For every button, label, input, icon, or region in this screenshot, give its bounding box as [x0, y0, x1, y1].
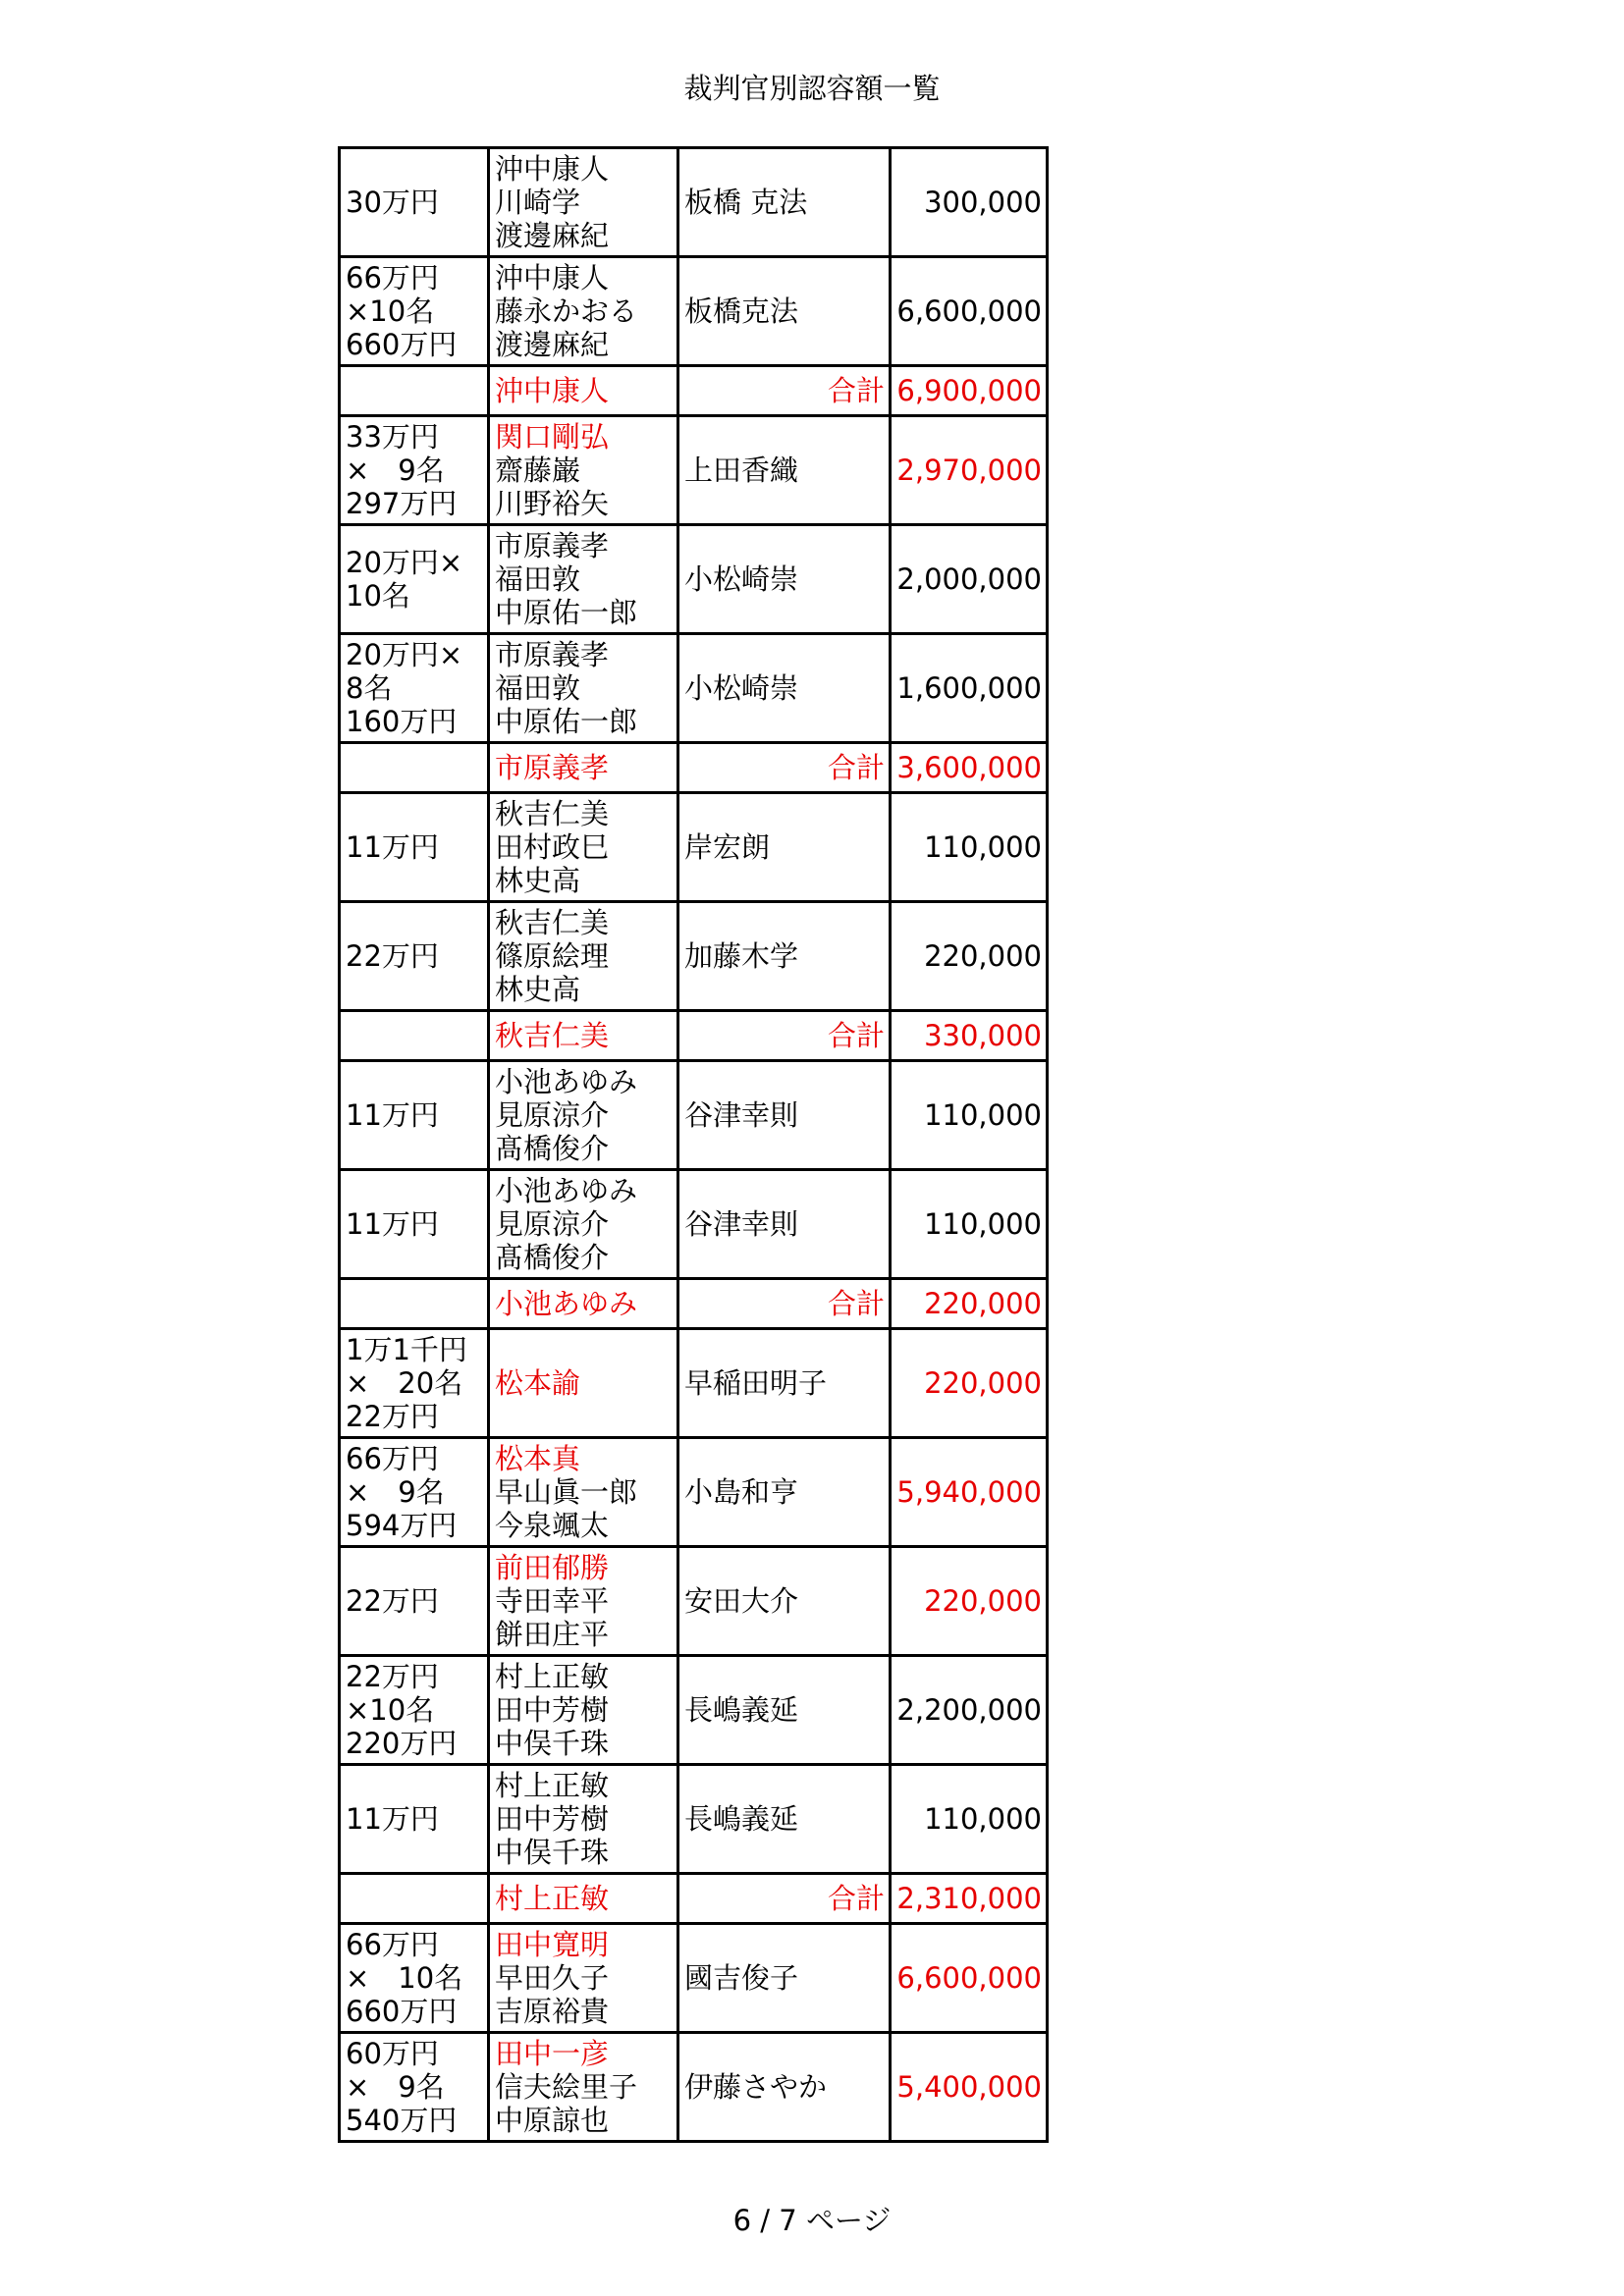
amount-cell: [340, 1329, 489, 1438]
amount-line: × 10名: [346, 1961, 463, 1995]
amount-line: 11万円: [346, 1098, 439, 1132]
judges-cell: [489, 148, 678, 257]
subtotal-judge: 小池あゆみ: [489, 1279, 678, 1329]
judge-name: 秋吉仁美: [495, 906, 610, 939]
table-row: [340, 416, 1048, 525]
amount-cell: [340, 1438, 489, 1547]
empty-cell: [340, 366, 489, 416]
judge-name: 齋藤巌: [495, 454, 581, 487]
amount-line: 11万円: [346, 1802, 439, 1836]
judge-name: 小池あゆみ: [495, 1065, 638, 1098]
subtotal-label: 合計: [678, 1279, 891, 1329]
amount-line: 33万円: [346, 420, 439, 454]
amount-line: 220万円: [346, 1727, 458, 1760]
award-value: 2,000,000: [891, 525, 1048, 634]
judge-name: 早山眞一郎: [495, 1475, 638, 1509]
subtotal-row: [340, 1279, 1048, 1329]
amount-line: × 9名: [346, 454, 445, 487]
judge-name: 中俣千珠: [495, 1836, 610, 1869]
judge-name: 信夫絵里子: [495, 2070, 638, 2104]
amount-line: 20万円×: [346, 546, 463, 579]
judges-cell: [489, 1438, 678, 1547]
judge-name: 中原佑一郎: [495, 596, 638, 629]
judge-name: 川崎学: [495, 186, 581, 219]
judge-name: 渡邊麻紀: [495, 328, 610, 361]
lawyer-cell: 岸宏朗: [678, 793, 891, 902]
lawyer-cell: 安田大介: [678, 1547, 891, 1656]
table-row: [340, 1547, 1048, 1656]
judge-name: 田中芳樹: [495, 1802, 610, 1836]
lawyer-cell: 板橋克法: [678, 257, 891, 366]
amount-cell: [340, 793, 489, 902]
table-row: [340, 257, 1048, 366]
subtotal-value: 2,310,000: [891, 1874, 1048, 1924]
amount-line: 66万円: [346, 261, 439, 294]
table-row: [340, 1170, 1048, 1279]
judges-cell: [489, 1170, 678, 1279]
amount-line: 60万円: [346, 2037, 439, 2070]
amount-cell: [340, 1061, 489, 1170]
judge-name: 村上正敏: [495, 1660, 610, 1693]
subtotal-value: 330,000: [891, 1011, 1048, 1061]
amount-line: 10名: [346, 579, 410, 613]
table-row: [340, 1924, 1048, 2033]
lawyer-cell: 長嶋義延: [678, 1656, 891, 1765]
subtotal-judge: 村上正敏: [489, 1874, 678, 1924]
lawyer-cell: 小島和亨: [678, 1438, 891, 1547]
award-value: 6,600,000: [891, 257, 1048, 366]
amount-cell: [340, 902, 489, 1011]
judges-cell: [489, 1656, 678, 1765]
amount-cell: [340, 416, 489, 525]
judge-name: 松本真: [495, 1442, 581, 1475]
empty-cell: [340, 1011, 489, 1061]
judge-name: 小池あゆみ: [495, 1174, 638, 1207]
subtotal-value: 3,600,000: [891, 743, 1048, 793]
table-row: [340, 902, 1048, 1011]
judges-cell: [489, 902, 678, 1011]
judge-name: 見原涼介: [495, 1207, 610, 1241]
amount-line: 660万円: [346, 1995, 458, 2028]
lawyer-cell: 小松崎崇: [678, 525, 891, 634]
award-value: 110,000: [891, 1765, 1048, 1874]
award-value: 1,600,000: [891, 634, 1048, 743]
subtotal-label: 合計: [678, 743, 891, 793]
subtotal-judge: 市原義孝: [489, 743, 678, 793]
lawyer-cell: 國吉俊子: [678, 1924, 891, 2033]
award-value: 300,000: [891, 148, 1048, 257]
award-value: 5,940,000: [891, 1438, 1048, 1547]
table-row: [340, 1765, 1048, 1874]
award-value: 220,000: [891, 1329, 1048, 1438]
amount-line: 11万円: [346, 1207, 439, 1241]
judge-name: 林史高: [495, 973, 581, 1006]
subtotal-row: [340, 1874, 1048, 1924]
amount-line: 66万円: [346, 1442, 439, 1475]
judge-name: 前田郁勝: [495, 1551, 610, 1584]
judge-name: 福田敦: [495, 671, 581, 705]
lawyer-cell: 小松崎崇: [678, 634, 891, 743]
amount-cell: [340, 1170, 489, 1279]
judge-name: 髙橋俊介: [495, 1132, 610, 1165]
judge-name: 吉原裕貴: [495, 1995, 610, 2028]
amount-line: × 20名: [346, 1366, 463, 1400]
judge-name: 篠原絵理: [495, 939, 610, 973]
judges-cell: [489, 793, 678, 902]
empty-cell: [340, 1279, 489, 1329]
amount-line: 22万円: [346, 939, 439, 973]
judge-name: 髙橋俊介: [495, 1241, 610, 1274]
amount-cell: [340, 148, 489, 257]
empty-cell: [340, 743, 489, 793]
judges-cell: [489, 1061, 678, 1170]
amount-line: 594万円: [346, 1509, 458, 1542]
subtotal-value: 6,900,000: [891, 366, 1048, 416]
judge-name: 餅田庄平: [495, 1618, 610, 1651]
award-table: [338, 146, 1049, 2143]
lawyer-cell: 加藤木学: [678, 902, 891, 1011]
judge-name: 沖中康人: [495, 152, 610, 186]
subtotal-value: 220,000: [891, 1279, 1048, 1329]
subtotal-judge: 沖中康人: [489, 366, 678, 416]
subtotal-row: [340, 366, 1048, 416]
table-row: [340, 1061, 1048, 1170]
judge-name: 村上正敏: [495, 1769, 610, 1802]
judge-name: 川野裕矢: [495, 487, 610, 520]
subtotal-label: 合計: [678, 1874, 891, 1924]
amount-line: 540万円: [346, 2104, 458, 2137]
table-row: [340, 634, 1048, 743]
subtotal-judge: 秋吉仁美: [489, 1011, 678, 1061]
page-title: 裁判官別認容額一覧: [683, 72, 941, 105]
award-value: 220,000: [891, 1547, 1048, 1656]
lawyer-cell: 谷津幸則: [678, 1170, 891, 1279]
amount-cell: [340, 257, 489, 366]
amount-line: 660万円: [346, 328, 458, 361]
award-value: 110,000: [891, 1061, 1048, 1170]
judges-cell: [489, 1329, 678, 1438]
judges-cell: [489, 1765, 678, 1874]
award-value: 110,000: [891, 1170, 1048, 1279]
table-row: [340, 793, 1048, 902]
subtotal-row: [340, 743, 1048, 793]
page-number: 6 / 7 ページ: [732, 2204, 892, 2237]
judge-name: 中原諒也: [495, 2104, 610, 2137]
table-row: [340, 1329, 1048, 1438]
judge-name: 中原佑一郎: [495, 705, 638, 738]
judge-name: 田村政巳: [495, 830, 610, 864]
judge-name: 市原義孝: [495, 529, 610, 562]
amount-cell: [340, 1765, 489, 1874]
award-table-body: [340, 148, 1048, 2142]
judges-cell: [489, 1547, 678, 1656]
amount-cell: [340, 1924, 489, 2033]
judge-name: 今泉颯太: [495, 1509, 610, 1542]
judge-name: 田中芳樹: [495, 1693, 610, 1727]
amount-line: 20万円×: [346, 638, 463, 671]
lawyer-cell: 伊藤さやか: [678, 2033, 891, 2142]
judge-name: 寺田幸平: [495, 1584, 610, 1618]
judges-cell: [489, 257, 678, 366]
judges-cell: [489, 416, 678, 525]
amount-line: ×10名: [346, 1693, 435, 1727]
judge-name: 市原義孝: [495, 638, 610, 671]
judges-cell: [489, 1924, 678, 2033]
judge-name: 田中一彦: [495, 2037, 610, 2070]
judge-name: 林史高: [495, 864, 581, 897]
amount-line: 22万円: [346, 1584, 439, 1618]
judge-name: 関口剛弘: [495, 420, 610, 454]
amount-cell: [340, 2033, 489, 2142]
award-value: 110,000: [891, 793, 1048, 902]
table-row: [340, 1438, 1048, 1547]
award-value: 2,970,000: [891, 416, 1048, 525]
amount-cell: [340, 525, 489, 634]
lawyer-cell: 長嶋義延: [678, 1765, 891, 1874]
amount-line: 66万円: [346, 1928, 439, 1961]
amount-line: 30万円: [346, 186, 439, 219]
table-row: [340, 525, 1048, 634]
subtotal-row: [340, 1011, 1048, 1061]
amount-cell: [340, 634, 489, 743]
lawyer-cell: 早稲田明子: [678, 1329, 891, 1438]
subtotal-label: 合計: [678, 1011, 891, 1061]
table-row: [340, 148, 1048, 257]
amount-line: 22万円: [346, 1660, 439, 1693]
award-value: 6,600,000: [891, 1924, 1048, 2033]
amount-line: 22万円: [346, 1400, 439, 1433]
judge-name: 松本諭: [495, 1366, 581, 1400]
lawyer-cell: 板橋 克法: [678, 148, 891, 257]
judge-name: 渡邊麻紀: [495, 219, 610, 252]
judges-cell: [489, 2033, 678, 2142]
amount-line: 1万1千円: [346, 1333, 467, 1366]
award-value: 5,400,000: [891, 2033, 1048, 2142]
award-value: 220,000: [891, 902, 1048, 1011]
judge-name: 藤永かおる: [495, 294, 638, 328]
amount-cell: [340, 1547, 489, 1656]
judge-name: 福田敦: [495, 562, 581, 596]
table-row: [340, 1656, 1048, 1765]
amount-cell: [340, 1656, 489, 1765]
empty-cell: [340, 1874, 489, 1924]
amount-line: 160万円: [346, 705, 458, 738]
table-row: [340, 2033, 1048, 2142]
amount-line: × 9名: [346, 2070, 445, 2104]
judges-cell: [489, 634, 678, 743]
amount-line: 11万円: [346, 830, 439, 864]
judge-name: 秋吉仁美: [495, 797, 610, 830]
judge-name: 早田久子: [495, 1961, 610, 1995]
lawyer-cell: 上田香織: [678, 416, 891, 525]
amount-line: × 9名: [346, 1475, 445, 1509]
lawyer-cell: 谷津幸則: [678, 1061, 891, 1170]
judges-cell: [489, 525, 678, 634]
amount-line: 297万円: [346, 487, 458, 520]
judge-name: 中俣千珠: [495, 1727, 610, 1760]
judge-name: 見原涼介: [495, 1098, 610, 1132]
amount-line: 8名: [346, 671, 393, 705]
judge-name: 沖中康人: [495, 261, 610, 294]
judge-name: 田中寛明: [495, 1928, 610, 1961]
subtotal-label: 合計: [678, 366, 891, 416]
award-value: 2,200,000: [891, 1656, 1048, 1765]
amount-line: ×10名: [346, 294, 435, 328]
